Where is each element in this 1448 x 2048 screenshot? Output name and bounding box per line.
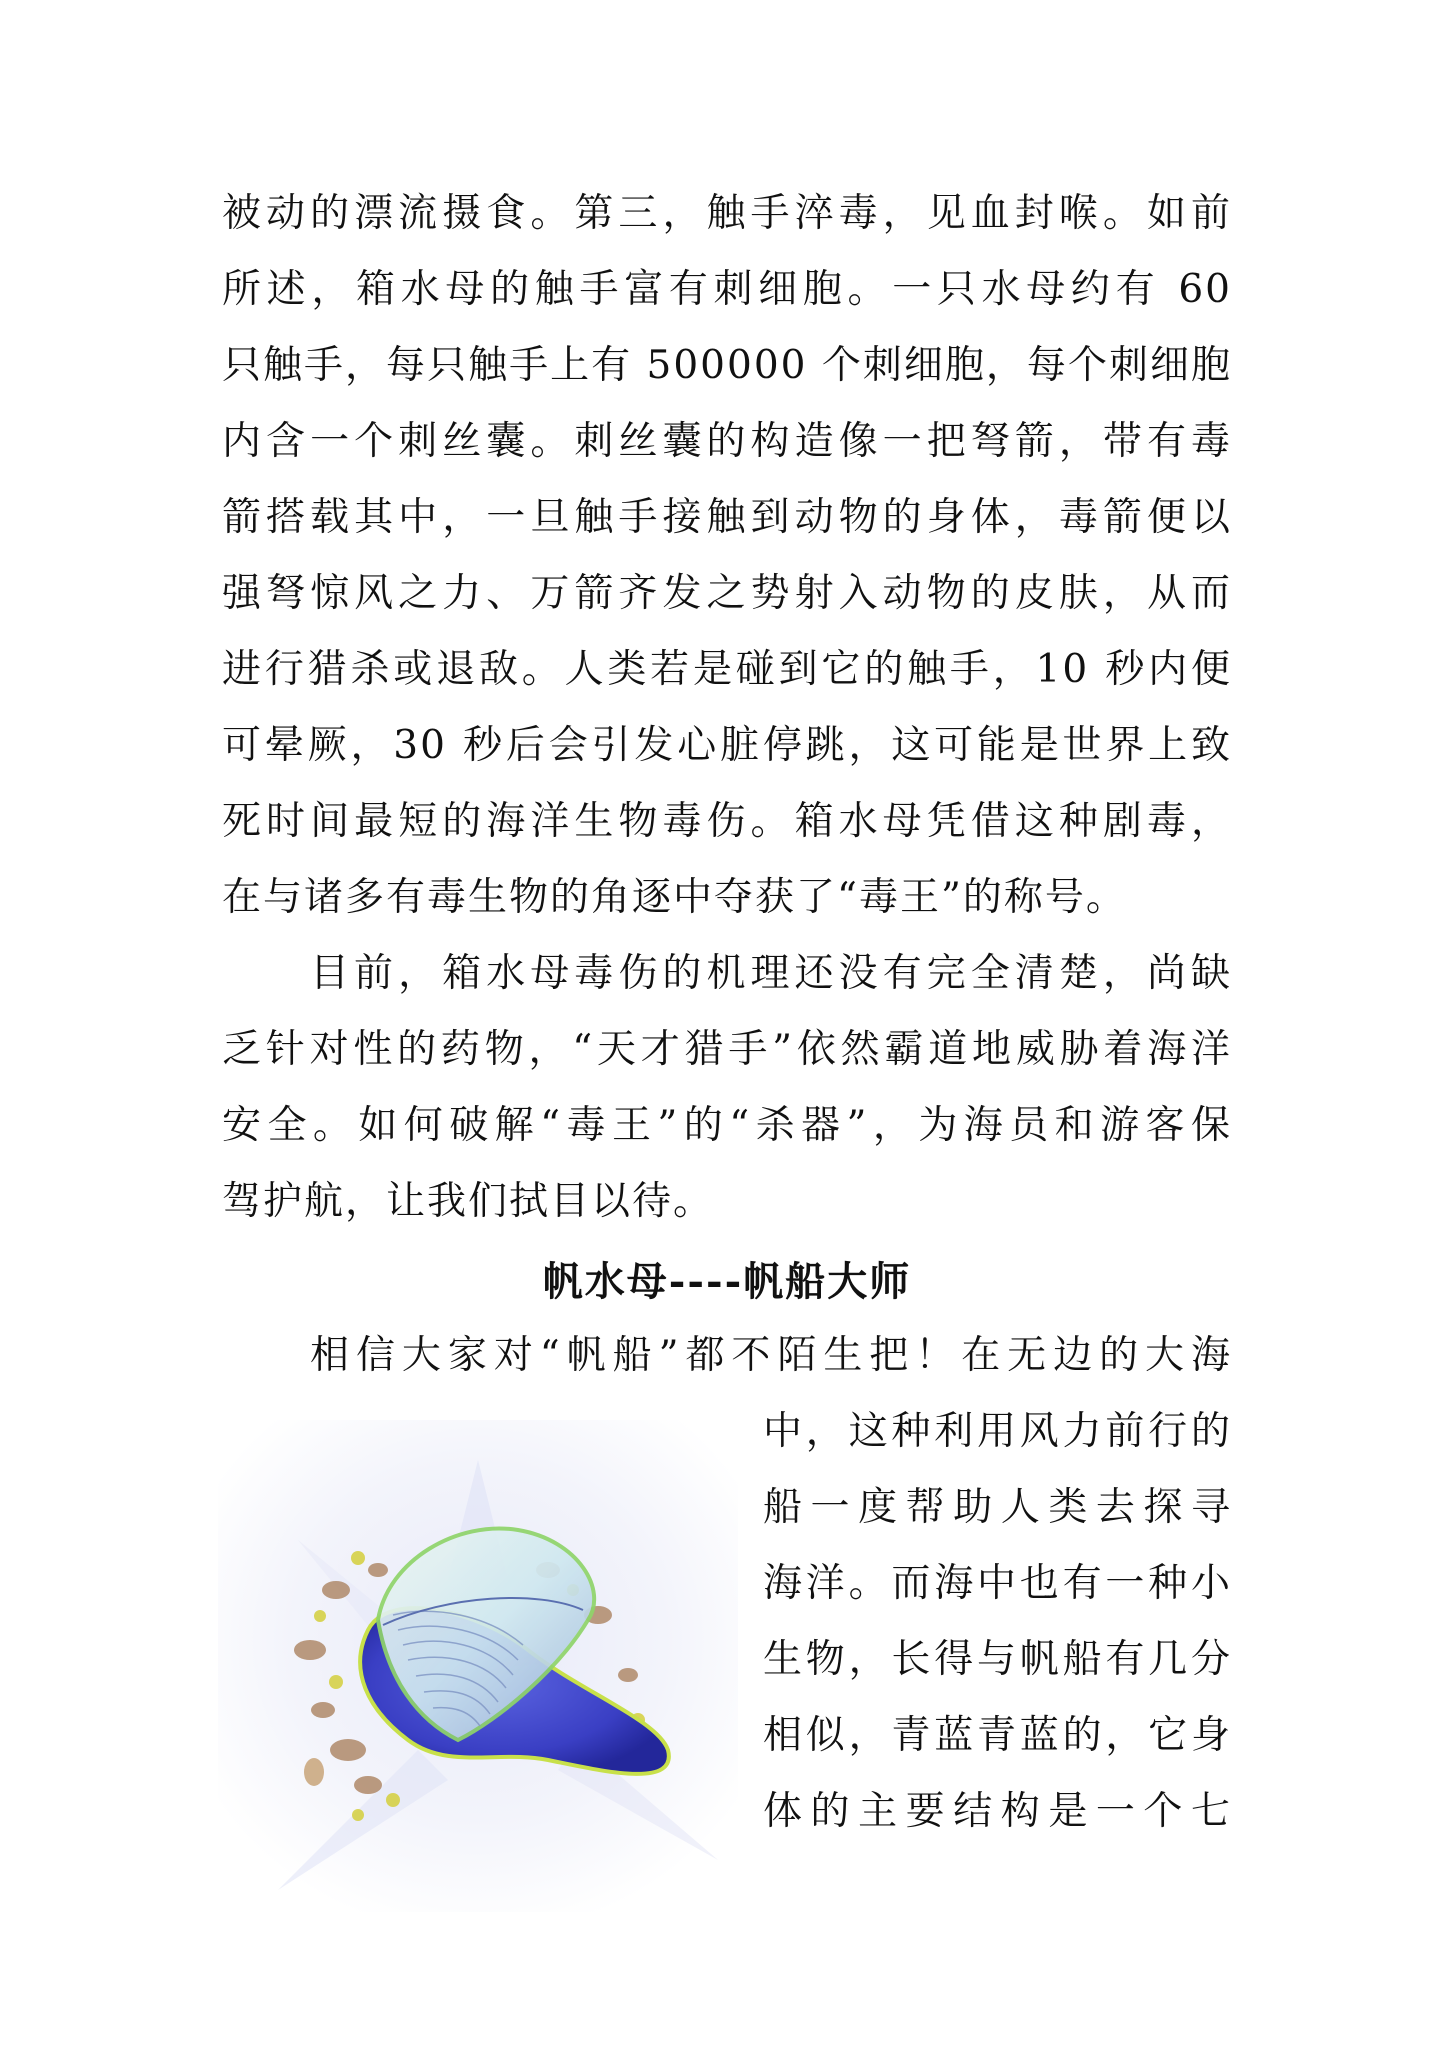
text-line: 进行猎杀或退敌。人类若是碰到它的触手，10 秒内便 (222, 647, 1232, 692)
text-line: 只触手，每只触手上有 500000 个刺细胞，每个刺细胞 (222, 343, 1232, 388)
text-line: 生物，长得与帆船有几分 (763, 1637, 1232, 1682)
text-line: 相似，青蓝青蓝的，它身 (763, 1713, 1232, 1758)
text-line: 所述，箱水母的触手富有刺细胞。一只水母约有 60 (222, 267, 1232, 312)
text-line: 体的主要结构是一个七 (763, 1789, 1232, 1834)
text-line: 海洋。而海中也有一种小 (763, 1561, 1232, 1606)
text-line: 目前，箱水母毒伤的机理还没有完全清楚，尚缺 (310, 951, 1232, 996)
velella-jellyfish-image (218, 1420, 738, 1912)
text-line: 被动的漂流摄食。第三，触手淬毒，见血封喉。如前 (222, 191, 1232, 236)
velella-illustration (218, 1420, 738, 1912)
text-line: 乏针对性的药物，“天才猎手”依然霸道地威胁着海洋 (222, 1027, 1232, 1072)
text-line: 强弩惊风之力、万箭齐发之势射入动物的皮肤，从而 (222, 571, 1232, 616)
text-line: 安全。如何破解“毒王”的“杀器”，为海员和游客保 (222, 1103, 1232, 1148)
section-heading: 帆水母----帆船大师 (542, 1258, 912, 1305)
text-line: 内含一个刺丝囊。刺丝囊的构造像一把弩箭，带有毒 (222, 419, 1232, 464)
text-line: 在与诸多有毒生物的角逐中夺获了“毒王”的称号。 (222, 875, 1127, 920)
text-line: 驾护航，让我们拭目以待。 (222, 1179, 715, 1224)
text-line: 箭搭载其中，一旦触手接触到动物的身体，毒箭便以 (222, 495, 1232, 540)
text-line: 可晕厥，30 秒后会引发心脏停跳，这可能是世界上致 (222, 723, 1232, 768)
text-line: 死时间最短的海洋生物毒伤。箱水母凭借这种剧毒， (222, 799, 1232, 844)
text-line: 船一度帮助人类去探寻 (763, 1485, 1232, 1530)
text-line: 中，这种利用风力前行的 (763, 1409, 1232, 1454)
text-line: 相信大家对“帆船”都不陌生把！在无边的大海 (310, 1333, 1232, 1378)
